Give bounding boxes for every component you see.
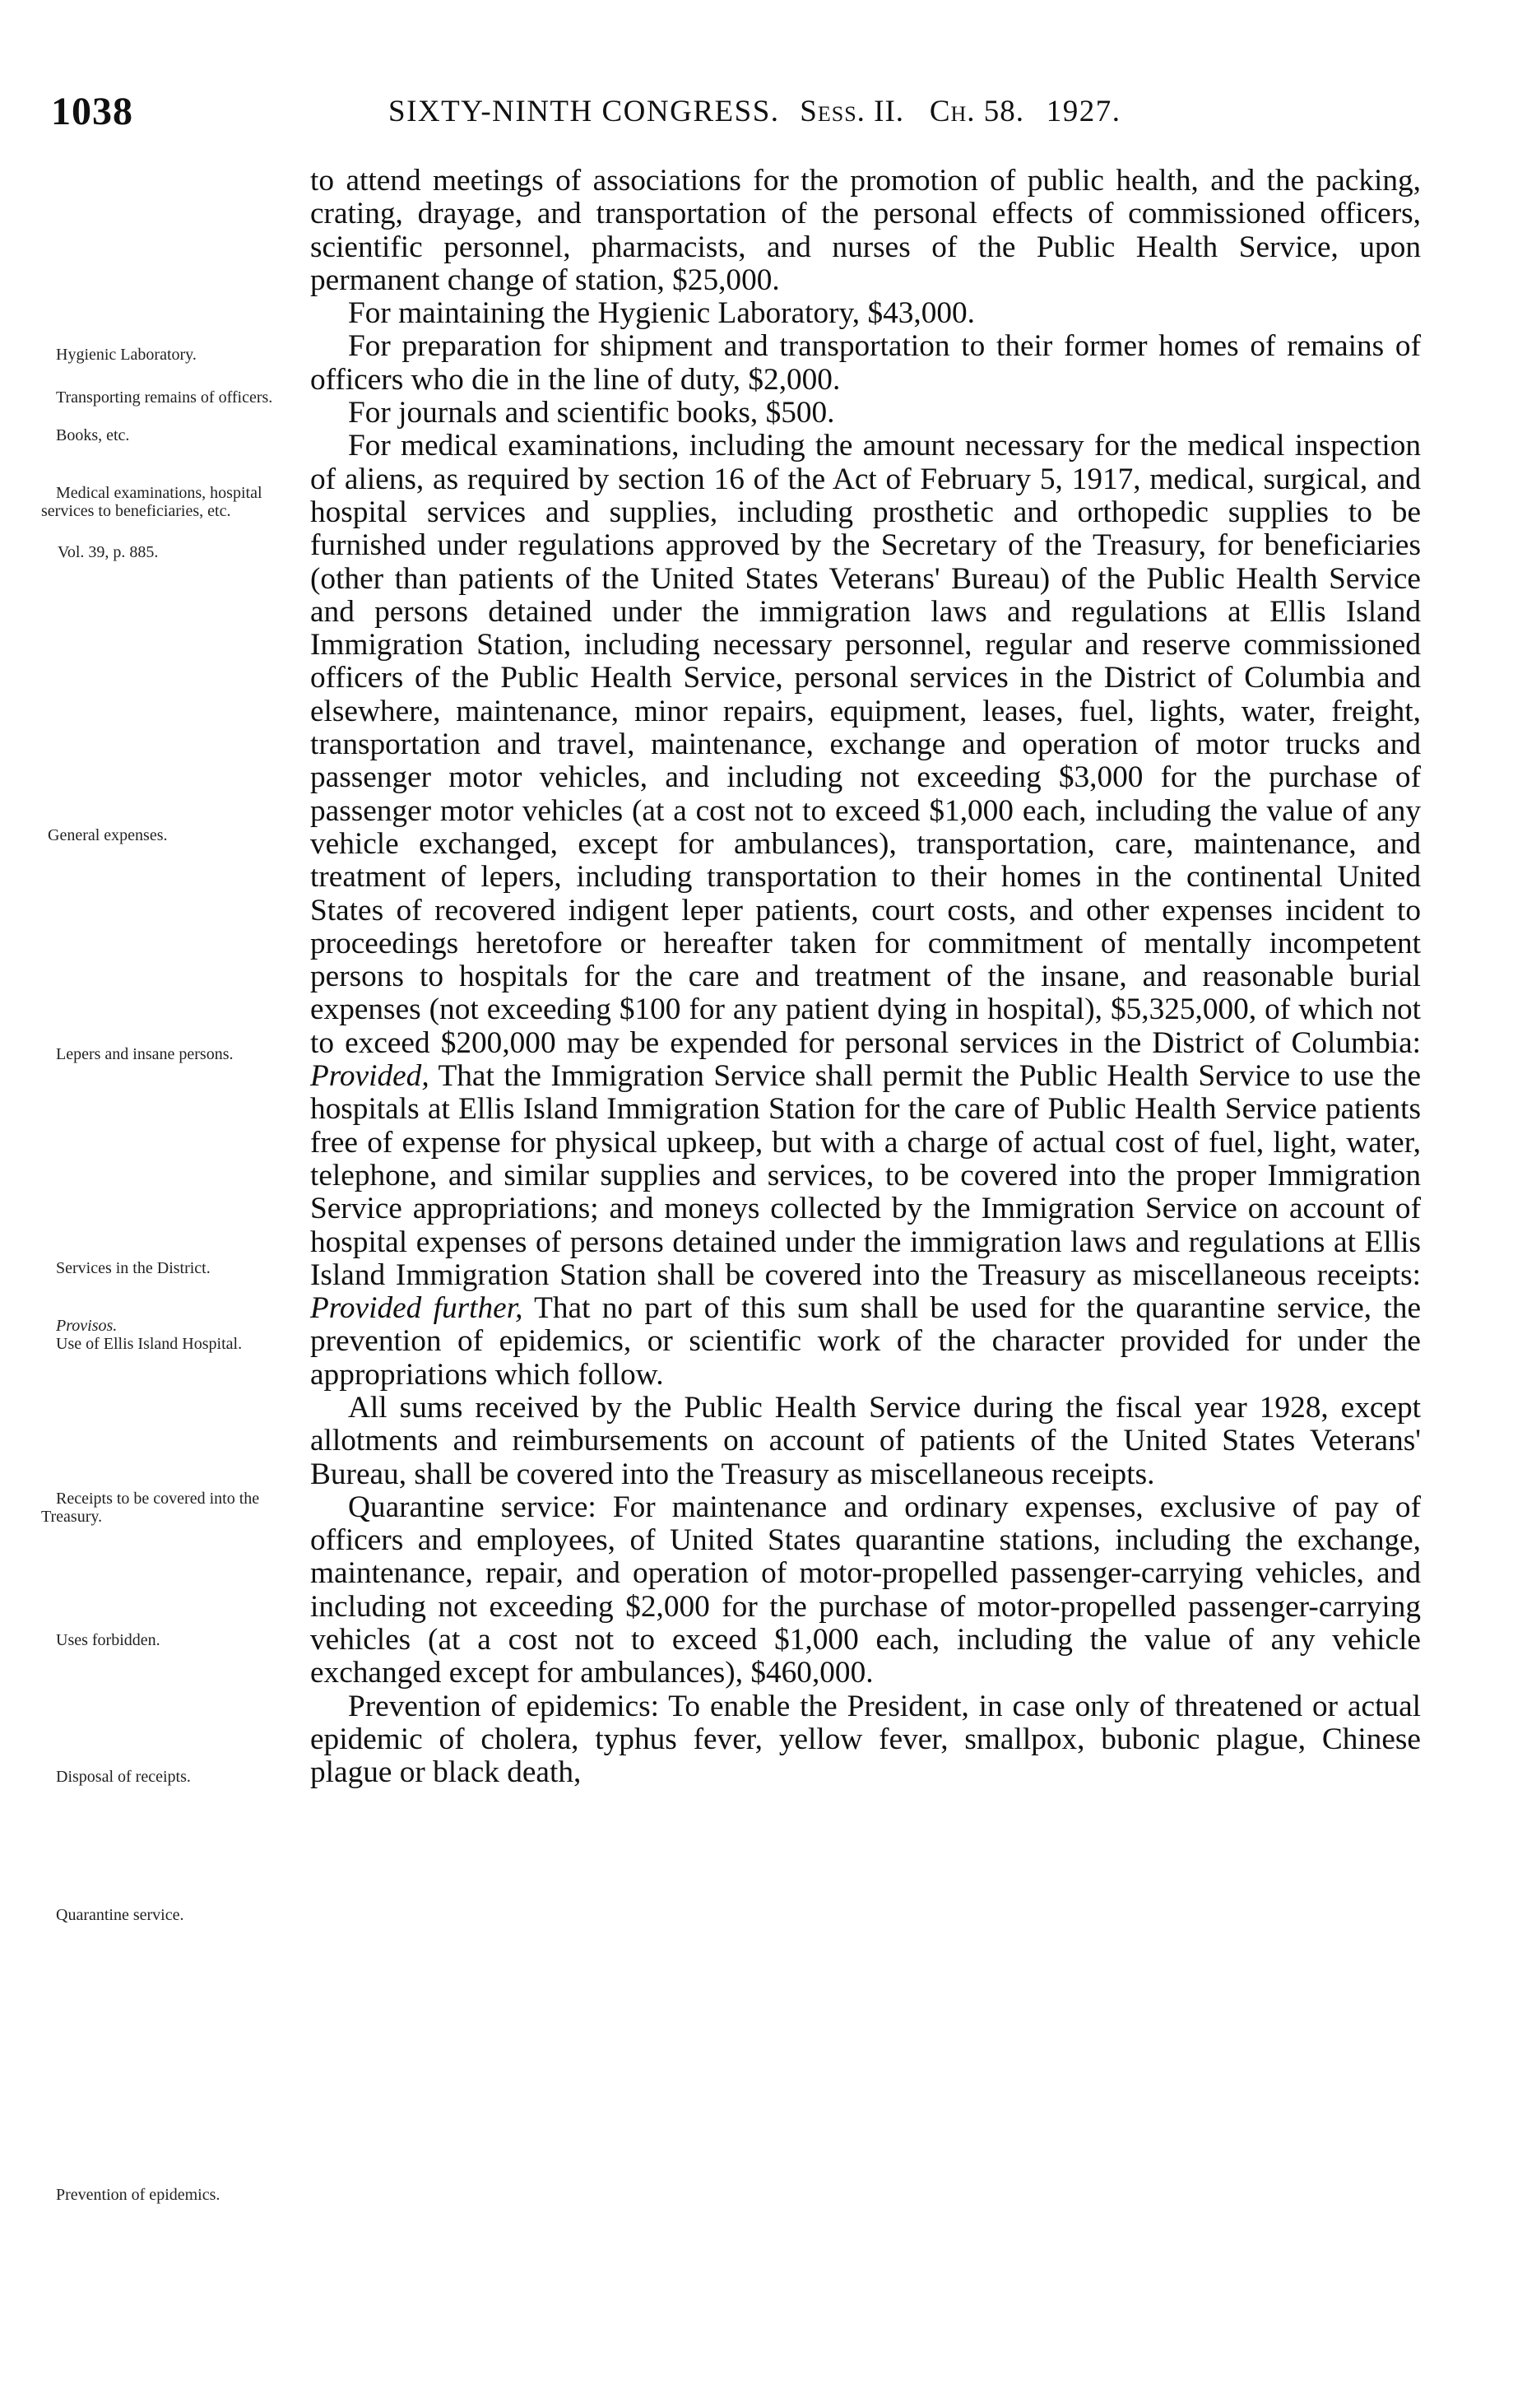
margin-note-uses-forbidden: Uses forbidden.	[56, 1631, 160, 1649]
margin-note-volume-ref: Vol. 39, p. 885.	[58, 543, 159, 561]
session-label: Sess. II.	[800, 95, 905, 128]
margin-note-hygienic-laboratory: Hygienic Laboratory.	[56, 346, 197, 364]
margin-note-lepers-insane: Lepers and insane persons.	[56, 1045, 234, 1063]
provided-emphasis: Provided,	[310, 1059, 429, 1094]
paragraph-hygienic-laboratory: For maintaining the Hygienic Laboratory, $43,000.	[348, 296, 975, 331]
margin-note-books: Books, etc.	[56, 426, 130, 444]
paragraph-disposal-receipts: All sums received by the Public Health Service during the fiscal year 1928, except allotments and reimbursements on account of patients of the United States Veterans' Bureau, shall be covered into the Treasury as miscellaneous receipts.	[310, 1390, 1421, 1491]
margin-note-services-district: Services in the District.	[56, 1259, 211, 1277]
page-header	[51, 89, 1367, 138]
margin-note-medical-examinations: Medical examinations, hospital services to beneficiaries, etc.	[41, 484, 262, 520]
provided-further-emphasis: Provided further,	[310, 1291, 523, 1326]
congress-title: SIXTY-NINTH CONGRESS.	[388, 95, 780, 128]
paragraph-quarantine-service: Quarantine service: For maintenance and ordinary expenses, exclusive of pay of officers and employees, of United States quarantine stations, including the exchange, maintenance, repair, and operation of motor-propelled passenger-carrying vehicles, and including not exceeding $2,000 for the purchase of motor-propelled passenger-carrying vehicles (at a cost not to exceed $1,000 each, including the value of any vehicle exchanged except for ambulances), $460,000.	[310, 1490, 1421, 1690]
year-label: 1927.	[1046, 95, 1121, 128]
paragraph-intro: to attend meetings of associations for the promotion of public health, and the packing, crating, drayage, and transportation of the personal effects of commissioned officers, scientific personnel, pharmacists, and nurses of the Public Health Service, upon permanent change of station, $25,000.	[310, 164, 1421, 297]
margin-note-transporting-remains: Transporting remains of officers.	[56, 388, 273, 407]
body-text	[310, 165, 1421, 1790]
margin-note-ellis-island-hospital: Use of Ellis Island Hospital.	[56, 1335, 243, 1353]
page-number: 1038	[51, 90, 133, 133]
paragraph-journals-books: For journals and scientific books, $500.	[348, 396, 835, 430]
paragraph-transporting-remains: For preparation for shipment and transportation to their former homes of remains of officers who die in the line of duty, $2,000.	[310, 329, 1421, 397]
margin-note-general-expenses: General expenses.	[48, 826, 168, 844]
ellis-island-text: That the Immigration Service shall permit the Public Health Service to use the hospitals at Ellis Island Immigration Station for the care of Public Health Service patients free of expense for physical upkeep, but with a charge of actual cost of fuel, light, water, telephone, and similar supplies and services, to be covered into the proper Immigration Service appropriations; and moneys collected by the Immigration Service on account of hospital expenses of persons detained under the immigration laws and regulations at Ellis Island Immigration Station shall be covered into the Treasury as miscellaneous receipts:	[310, 1059, 1421, 1292]
chapter-label: Ch. 58.	[929, 95, 1025, 128]
uses-forbidden-text: That no part of this sum shall be used for the quarantine service, the prevention of epidemics, or scientific work of the character provided for under the appropriations which follow.	[310, 1291, 1422, 1392]
paragraph-medical-examinations	[310, 430, 1421, 1392]
running-head	[388, 94, 1121, 129]
margin-note-provisos: Provisos.	[56, 1317, 118, 1335]
margin-note-prevention-epidemics: Prevention of epidemics.	[56, 2186, 220, 2204]
margin-note-disposal-receipts: Disposal of receipts.	[56, 1768, 191, 1786]
margin-note-quarantine-service: Quarantine service.	[56, 1906, 184, 1924]
margin-note-receipts-treasury: Receipts to be covered into the Treasury.	[41, 1490, 260, 1526]
paragraph-prevention-epidemics: Prevention of epidemics: To enable the President, in case only of threatened or actual epidemic of cholera, typhus fever, yellow fever, smallpox, bubonic plague, Chinese plague or black death,	[310, 1689, 1421, 1790]
medical-examinations-text: For medical examinations, including the amount necessary for the medical inspection of aliens, as required by section 16 of the Act of February 5, 1917, medical, surgical, and hospital services and supplies, including prosthetic and orthopedic supplies to be furnished under regulations approved by the Secretary of the Treasury, for beneficiaries (other than patients of the United States Veterans' Bureau) of the Public Health Service and persons detained under the immigration laws and regulations at Ellis Island Immigration Station, including necessary personnel, regular and reserve commissioned officers of the Public Health Service, personal services in the District of Columbia and elsewhere, maintenance, minor repairs, equipment, leases, fuel, lights, water, freight, transportation and travel, maintenance, exchange and operation of motor trucks and passenger motor vehicles, and including not exceeding $3,000 for the purchase of passenger motor vehicles (at a cost not to exceed $1,000 each, including the value of any vehicle exchanged, except for ambulances), transportation, care, maintenance, and treatment of lepers, including transportation to their homes in the continental United States of recovered indigent leper patients, court costs, and other expenses incident to proceedings heretofore or hereafter taken for commitment of mentally incompetent persons to hospitals for the care and treatment of the insane, and reasonable burial expenses (not exceeding $100 for any patient dying in hospital), $5,325,000, of which not to exceed $200,000 may be expended for personal services in the District of Columbia:	[310, 429, 1421, 1060]
